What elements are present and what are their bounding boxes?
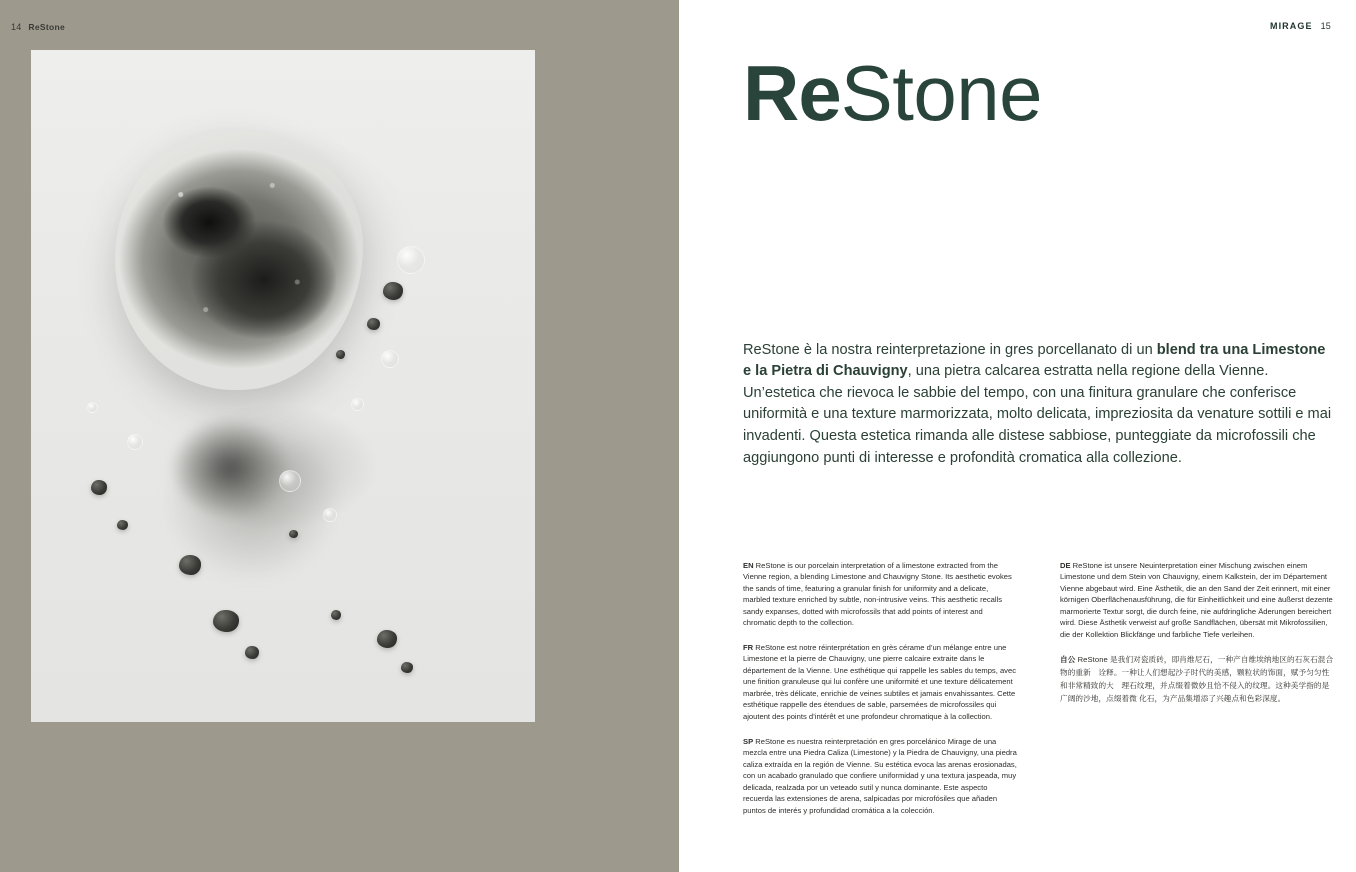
page-title: [743, 48, 1042, 139]
translation-columns: [743, 552, 1335, 829]
stone-fragment: [401, 662, 413, 673]
stone-fragment: [179, 555, 201, 575]
left-page-header: [11, 22, 65, 32]
right-page: [679, 0, 1356, 872]
text-body-sp: ReStone es nuestra reinterpretación en gres porcelánico Mirage de una mezcla entre una Piedra Caliza (Limestone) y la Piedra de Chauvigny, una piedra caliza extraída en la región de Vienne. Su estética evoca las arenas erosionadas, con un acabado granulado que confiere uniformidad y una textura jaspeada, muy delicada, realzada por un veteado sutil y nunca dominante. Este aspecto recuerda las extensiones de arena, salpicadas por microfósiles que añaden puntos de interés y profundidad cromática a la colección.: [743, 736, 1017, 815]
stone-fragment: [91, 480, 107, 495]
dust-bubble: [351, 398, 364, 411]
stone-fragment: [377, 630, 397, 648]
stone-lower-mass: [131, 380, 351, 600]
dust-bubble: [397, 246, 425, 274]
stone-fragment: [336, 350, 345, 359]
language-label-en: EN: [743, 560, 754, 570]
right-folio-number: 15: [1320, 21, 1331, 31]
right-page-header: [1270, 21, 1331, 31]
text-block-en: [743, 560, 1017, 629]
language-label-fr: FR: [743, 642, 754, 652]
intro-text-after: , una pietra calcarea estratta nella regione della Vienne. Un’estetica che rievoca le sabbie del tempo, con una finitura granulare che conferisce uniformità e una texture marmorizzata, molto delicata, impreziosita da venature sottili e mai invadenti. Questa estetica rimanda alle distese sabbiose, punteggiate da microfossili che aggiungono punti di interesse e profondità cromatica alla collezione.: [743, 363, 1332, 466]
dust-bubble: [279, 470, 301, 492]
text-block-sp: [743, 736, 1017, 817]
stone-fragment: [213, 610, 239, 632]
stone-fragment: [383, 282, 403, 300]
page-title-light: Stone: [840, 49, 1043, 137]
text-block-fr: [743, 642, 1017, 723]
dust-bubble: [127, 434, 143, 450]
language-label-de: DE: [1060, 560, 1071, 570]
intro-text-highlight: blend tra una Limestone e la Pietra di Chauvigny: [743, 341, 1326, 380]
left-folio-number: 14: [11, 22, 22, 32]
intro-paragraph: [743, 340, 1333, 470]
stone-fragment: [289, 530, 298, 538]
translation-column-left: [743, 552, 1017, 829]
text-body-cn: ReStone 是我们对瓷质砖，即肖维尼石，一种产自维埃纳地区的石灰石混合物的重新 诠释。一种让人们想起沙子时代的美感，颗粒状的饰面，赋予匀匀性和非常精致的大 理石纹理，并点缀着微妙且恰不侵入的纹理。这种美学指的是广阔的沙地，点缀着微 化石，为产品集增添了兴趣点和色彩深度。: [1060, 655, 1334, 704]
dust-bubble: [323, 508, 337, 522]
stone-fragment: [367, 318, 380, 330]
left-running-title: ReStone: [28, 22, 65, 32]
translation-column-right: [1060, 552, 1334, 829]
intro-text-before: ReStone è la nostra reinterpretazione in gres porcellanato di un: [743, 341, 1157, 358]
page-title-bold: Re: [743, 49, 841, 137]
stone-photograph-canvas: [31, 50, 535, 722]
stone-fragment: [331, 610, 341, 620]
language-label-sp: SP: [743, 736, 754, 746]
text-block-cn: [1060, 653, 1334, 705]
text-body-en: ReStone is our porcelain interpretation of a limestone extracted from the Vienne region, a blending Limestone and Chauvigny Stone. Its aesthetic evokes the sands of time, featuring a granular finish for uniformity and a delicate, marbled texture enriched by subtle, non-intrusive veins. This aesthetic recalls sandy expanses, dotted with microfossils that add points of interest and chromatic depth to the collection.: [743, 560, 1012, 628]
text-body-fr: ReStone est notre réinterprétation en grès cérame d’un mélange entre une Limestone et la pierre de Chauvigny, une pierre calcaire extraite dans le département de la Vienne. Une esthétique qui rappelle les sables du temps, avec une finition granuleuse qui lui confère une uniformité et une texture délicatement marbrée, très délicate, enrichie de veines subtiles et jamais envahissantes. Cette esthétique rappelle des étendues de sable, parsemées de microfossiles qui ajoutent des points d’intérêt et une profondeur chromatique à la collection.: [743, 642, 1016, 721]
dust-bubble: [381, 350, 399, 368]
brand-logo: MIRAGE: [1269, 21, 1313, 31]
stone-fragment: [245, 646, 259, 659]
stone-photograph: [31, 50, 535, 722]
dust-bubble: [87, 402, 98, 413]
stone-fragment: [117, 520, 128, 530]
language-label-cn: 自公: [1060, 655, 1076, 665]
text-block-de: [1060, 560, 1334, 641]
text-body-de: ReStone ist unsere Neuinterpretation einer Mischung zwischen einem Limestone und dem Stein von Chauvigny, einem Kalkstein, der im Département Vienne abgebaut wird. Eine Ästhetik, die an den Sand der Zeit erinnert, mit einer körnigen Oberflächenausführung, die für Einheitlichkeit und eine äußerst dezente marmorierte Textur sorgt, die durch feine, nie aufdringliche Äderungen bereichert wird. Diese Ästhetik verweist auf große Sandflächen, übersät mit Mikrofossilien, die der Kollektion Blickfänge und farbliche Tiefe verleihen.: [1060, 560, 1333, 639]
stone-main-mass: [115, 128, 363, 390]
